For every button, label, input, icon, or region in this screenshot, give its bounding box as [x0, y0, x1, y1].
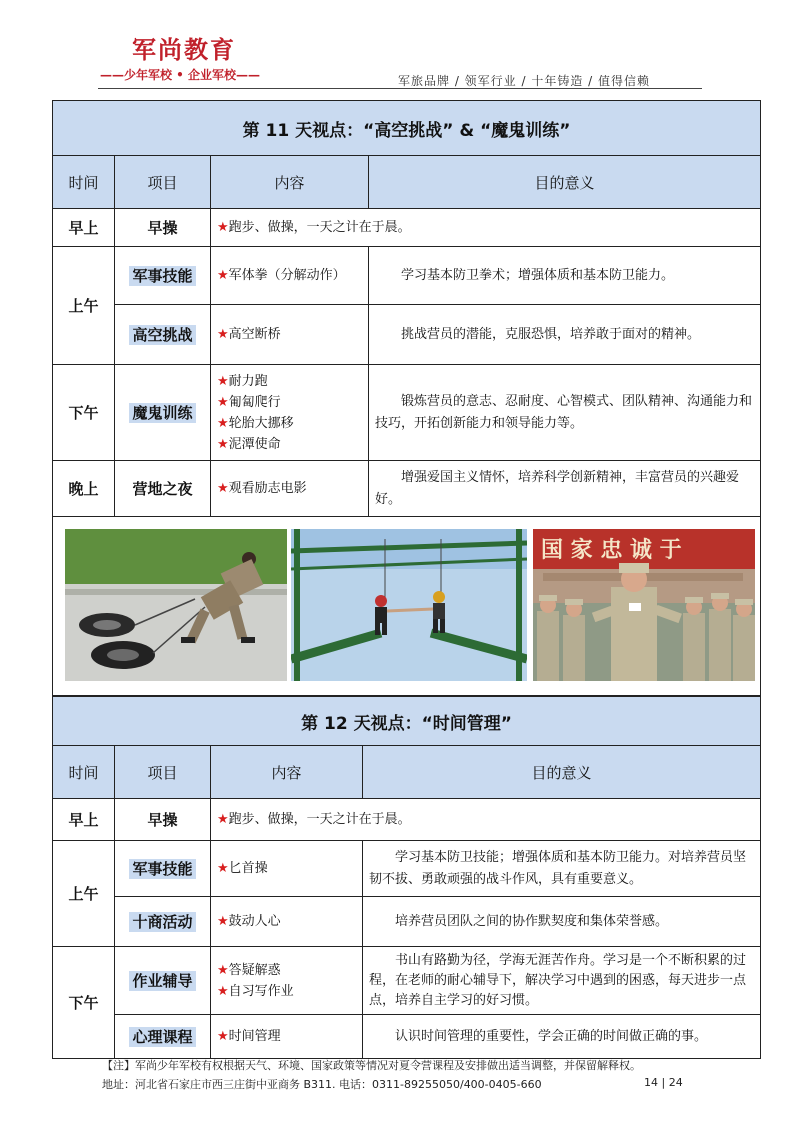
- cadets-image: [533, 529, 755, 681]
- time-am: 上午: [53, 841, 115, 947]
- header-divider: [98, 88, 702, 89]
- time-morning: 早上: [53, 209, 115, 247]
- column-header-content: 内容: [211, 156, 369, 209]
- day11-row-morning: [53, 209, 761, 247]
- day12-schedule-table: [52, 696, 761, 1059]
- purpose-am1: 学习基本防卫拳术；增强体质和基本防卫能力。: [369, 247, 761, 305]
- column-header-time: 时间: [53, 746, 115, 799]
- high-bridge-image: [291, 529, 527, 681]
- day12-row-morning: [53, 799, 761, 841]
- footer-note: 【注】军尚少年军校有权根据天气、环境、国家政策等情况对夏令营课程及安排做出适当调整，并保留解释权。: [102, 1059, 641, 1072]
- item-military-skill: 军事技能: [115, 841, 211, 897]
- star-icon: ★: [217, 268, 229, 283]
- purpose-pm: 锻炼营员的意志、忍耐度、心智模式、团队精神、沟通能力和技巧，开拓创新能力和领导能力等。: [369, 365, 761, 461]
- day11-row-am1: [53, 247, 761, 305]
- item-ten-quotient: 十商活动: [115, 897, 211, 947]
- purpose-pm2: 认识时间管理的重要性，学会正确的时间做正确的事。: [363, 1015, 761, 1059]
- column-header-purpose: 目的意义: [363, 746, 761, 799]
- star-icon: ★: [217, 373, 229, 389]
- day12-title-row: [53, 697, 761, 746]
- purpose-evening: 增强爱国主义情怀，培养科学创新精神，丰富营员的兴趣爱好。: [369, 461, 761, 517]
- star-icon: ★: [217, 481, 229, 496]
- photo-cadets: [533, 529, 755, 681]
- purpose-pm1: 书山有路勤为径，学海无涯苦作舟。学习是一个不断积累的过程，在老师的耐心辅导下，解决学习中遇到的困惑，每天进步一点点，培养自主学习的好习惯。: [363, 947, 761, 1015]
- star-icon: ★: [217, 327, 229, 342]
- brand-subtitle: ——少年军校 • 企业军校——: [100, 68, 261, 82]
- content-am1: ★匕首操: [211, 841, 363, 897]
- photo-high-bridge: [291, 529, 527, 681]
- day11-row-pm: [53, 365, 761, 461]
- day11-row-evening: [53, 461, 761, 517]
- purpose-am2: 培养营员团队之间的协作默契度和集体荣誉感。: [363, 897, 761, 947]
- content-am2: ★高空断桥: [211, 305, 369, 365]
- item-homework-tutoring: 作业辅导: [115, 947, 211, 1015]
- list-item: ★答疑解惑: [217, 962, 281, 978]
- photo-tire-drag: [65, 529, 287, 681]
- item-morning-exercise: 早操: [115, 209, 211, 247]
- content-morning: ★跑步、做操，一天之计在于晨。: [211, 799, 761, 841]
- sign-text: 国 家 忠 诚 于: [541, 538, 682, 563]
- item-high-altitude: 高空挑战: [115, 305, 211, 365]
- list-item: ★匍匐爬行: [217, 394, 281, 410]
- item-devil-training: 魔鬼训练: [115, 365, 211, 461]
- day12-row-am1: [53, 841, 761, 897]
- slogan: 军旅品牌 / 领军行业 / 十年铸造 / 值得信赖: [398, 74, 651, 88]
- list-item: ★泥潭使命: [217, 436, 281, 452]
- brand-logo: 军尚教育: [132, 35, 236, 64]
- time-pm: 下午: [53, 947, 115, 1059]
- day12-row-pm1: [53, 947, 761, 1015]
- content-am2: ★鼓动人心: [211, 897, 363, 947]
- star-icon: ★: [217, 861, 229, 876]
- day12-title: 第 12 天视点：“时间管理”: [53, 697, 761, 746]
- day11-schedule-table: [52, 100, 761, 696]
- content-morning: ★跑步、做操，一天之计在于晨。: [211, 209, 761, 247]
- column-header-purpose: 目的意义: [369, 156, 761, 209]
- column-header-content: 内容: [211, 746, 363, 799]
- time-am: 上午: [53, 247, 115, 365]
- page-number: 14 | 24: [644, 1076, 683, 1089]
- day12-row-pm2: [53, 1015, 761, 1059]
- footer-address: 地址：河北省石家庄市西三庄街中亚商务 B311. 电话：0311-89255050/400-0405-660: [102, 1078, 542, 1091]
- day11-header-row: [53, 156, 761, 209]
- page-header: [0, 0, 800, 100]
- time-pm: 下午: [53, 365, 115, 461]
- star-icon: ★: [217, 394, 229, 410]
- list-item: ★自习写作业: [217, 983, 294, 999]
- column-header-item: 项目: [115, 746, 211, 799]
- time-evening: 晚上: [53, 461, 115, 517]
- content-pm2: ★时间管理: [211, 1015, 363, 1059]
- star-icon: ★: [217, 914, 229, 929]
- day11-row-am2: [53, 305, 761, 365]
- item-psychology-course: 心理课程: [115, 1015, 211, 1059]
- star-icon: ★: [217, 983, 229, 999]
- star-icon: ★: [217, 415, 229, 431]
- star-icon: ★: [217, 962, 229, 978]
- purpose-am2: 挑战营员的潜能，克服恐惧，培养敢于面对的精神。: [369, 305, 761, 365]
- item-morning-exercise: 早操: [115, 799, 211, 841]
- photo-row: [53, 517, 761, 696]
- time-morning: 早上: [53, 799, 115, 841]
- item-military-skill: 军事技能: [115, 247, 211, 305]
- column-header-item: 项目: [115, 156, 211, 209]
- purpose-am1: 学习基本防卫技能；增强体质和基本防卫能力。对培养营员坚韧不拔、勇敢顽强的战斗作风，具有重要意义。: [363, 841, 761, 897]
- content-evening: ★观看励志电影: [211, 461, 369, 517]
- star-icon: ★: [217, 812, 229, 827]
- content-pm1: [211, 947, 363, 1015]
- tire-drag-image: [65, 529, 287, 681]
- day12-header-row: [53, 746, 761, 799]
- star-icon: ★: [217, 436, 229, 452]
- star-icon: ★: [217, 1029, 229, 1044]
- item-camp-night: 营地之夜: [115, 461, 211, 517]
- list-item: ★耐力跑: [217, 373, 268, 389]
- day11-title-row: [53, 101, 761, 156]
- content-pm: [211, 365, 369, 461]
- column-header-time: 时间: [53, 156, 115, 209]
- list-item: ★轮胎大挪移: [217, 415, 294, 431]
- day11-title: 第 11 天视点：“高空挑战” & “魔鬼训练”: [53, 101, 761, 156]
- content-am1: ★军体拳（分解动作）: [211, 247, 369, 305]
- day12-row-am2: [53, 897, 761, 947]
- star-icon: ★: [217, 220, 229, 235]
